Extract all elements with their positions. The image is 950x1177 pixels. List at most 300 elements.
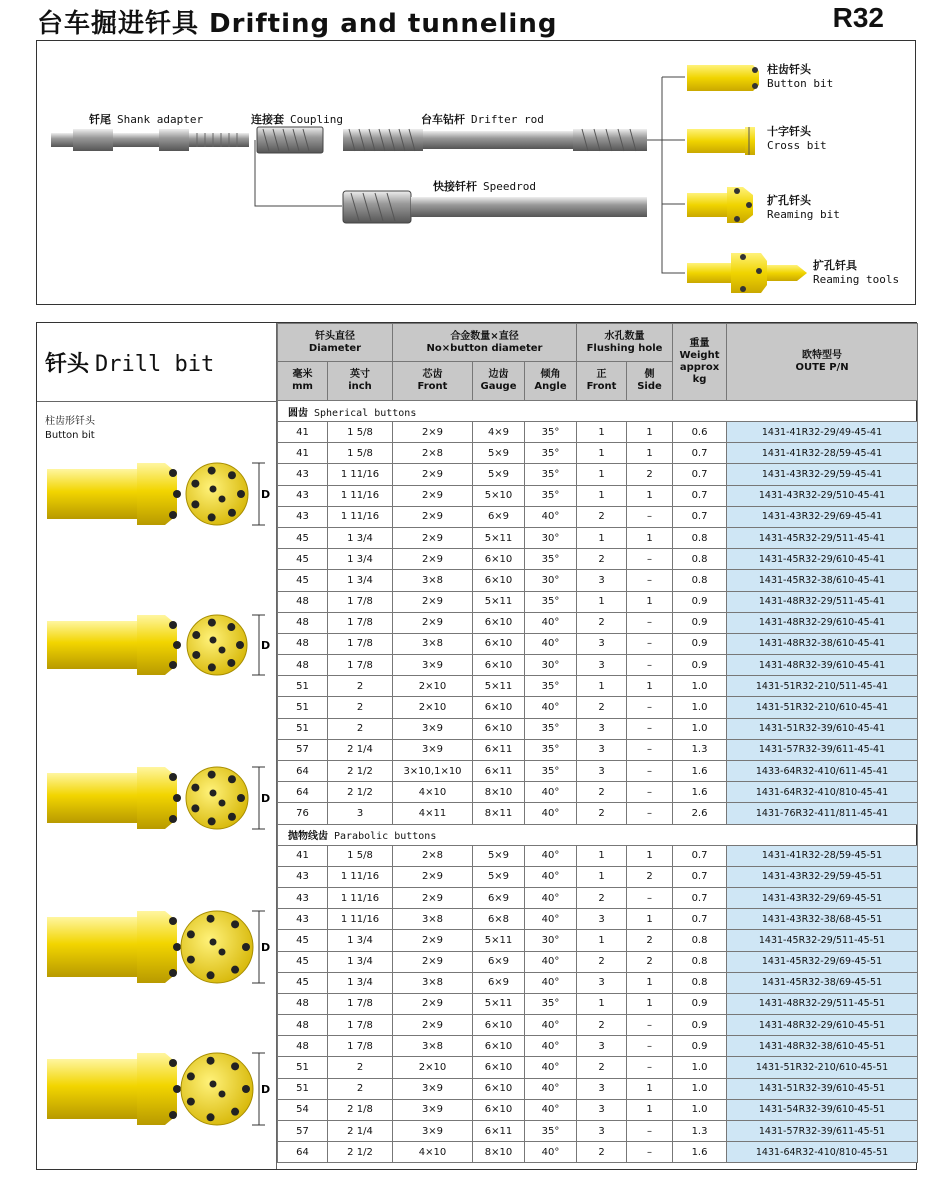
table-cell: 51: [278, 697, 328, 718]
table-cell: 1431-41R32-29/49-45-41: [727, 422, 918, 443]
table-cell: 6×10: [473, 1015, 525, 1036]
table-cell: 3×8: [393, 633, 473, 654]
table-row: [278, 464, 918, 485]
table-cell: 3×9: [393, 739, 473, 760]
table-cell: 2 1/2: [328, 782, 393, 803]
table-cell: 5×11: [473, 993, 525, 1014]
table-cell: –: [627, 1057, 673, 1078]
table-cell: 3×9: [393, 1121, 473, 1142]
section-title-en: Parabolic buttons: [334, 831, 437, 843]
button-bit-category-label: 柱齿形钎头 Button bit: [45, 416, 95, 441]
drill-bit-illustrations: [37, 323, 275, 1169]
table-cell: 5×11: [473, 930, 525, 951]
table-cell: –: [627, 1015, 673, 1036]
table-cell: 1431-45R32-29/69-45-51: [727, 951, 918, 972]
table-cell: 6×10: [473, 697, 525, 718]
table-row: [278, 803, 918, 824]
table-cell: 0.7: [673, 464, 727, 485]
table-cell: 0.7: [673, 485, 727, 506]
table-cell: –: [627, 655, 673, 676]
table-cell: 6×10: [473, 570, 525, 591]
table-row: [278, 845, 918, 866]
table-cell: 40°: [525, 972, 577, 993]
table-cell: 45: [278, 951, 328, 972]
table-cell: 2: [577, 1057, 627, 1078]
reaming-tools-label: 扩孔钎具 Reaming tools: [813, 259, 900, 286]
table-cell: 64: [278, 782, 328, 803]
table-row: [278, 1078, 918, 1099]
table-cell: 0.9: [673, 612, 727, 633]
table-cell: 1431-51R32-39/610-45-51: [727, 1078, 918, 1099]
table-row: [278, 1015, 918, 1036]
table-cell: 2: [328, 1057, 393, 1078]
table-cell: 1431-45R32-38/610-45-41: [727, 570, 918, 591]
table-cell: 1431-48R32-29/610-45-51: [727, 1015, 918, 1036]
table-cell: 2×8: [393, 845, 473, 866]
table-cell: 3×8: [393, 972, 473, 993]
diameter-mark: D: [261, 1083, 271, 1096]
table-cell: 5×11: [473, 527, 525, 548]
table-cell: 48: [278, 1036, 328, 1057]
table-cell: 57: [278, 739, 328, 760]
table-cell: 1431-41R32-28/59-45-51: [727, 845, 918, 866]
table-cell: 3×9: [393, 1099, 473, 1120]
table-row: [278, 993, 918, 1014]
table-cell: –: [627, 612, 673, 633]
table-cell: 6×8: [473, 909, 525, 930]
table-cell: 1431-43R32-29/69-45-41: [727, 506, 918, 527]
table-cell: 48: [278, 1015, 328, 1036]
table-cell: 6×10: [473, 718, 525, 739]
table-cell: 45: [278, 527, 328, 548]
table-cell: –: [627, 570, 673, 591]
table-cell: 2×10: [393, 676, 473, 697]
button-bit-drawing: [687, 65, 759, 91]
table-cell: 2: [328, 697, 393, 718]
table-cell: 3: [328, 803, 393, 824]
table-row: [278, 422, 918, 443]
section-row: [278, 401, 918, 422]
table-cell: 1431-54R32-39/610-45-51: [727, 1099, 918, 1120]
table-cell: 1 7/8: [328, 1036, 393, 1057]
table-row: [278, 485, 918, 506]
table-cell: 40°: [525, 782, 577, 803]
table-cell: 1: [577, 422, 627, 443]
table-cell: 0.7: [673, 443, 727, 464]
table-cell: 1431-41R32-28/59-45-41: [727, 443, 918, 464]
table-cell: 0.9: [673, 993, 727, 1014]
table-cell: 3×9: [393, 1078, 473, 1099]
drill-bit-spec-table: [277, 323, 918, 1163]
table-cell: 0.8: [673, 972, 727, 993]
table-cell: 1 11/16: [328, 464, 393, 485]
table-cell: –: [627, 1142, 673, 1163]
table-cell: 1.3: [673, 1121, 727, 1142]
table-cell: 1.6: [673, 761, 727, 782]
table-cell: 5×9: [473, 464, 525, 485]
table-cell: –: [627, 887, 673, 908]
table-cell: 2: [577, 887, 627, 908]
table-cell: 6×10: [473, 1057, 525, 1078]
table-cell: 1431-64R32-410/810-45-41: [727, 782, 918, 803]
coupling-drawing: [257, 127, 323, 153]
table-cell: 2: [577, 951, 627, 972]
table-cell: 5×9: [473, 845, 525, 866]
table-cell: 2×9: [393, 951, 473, 972]
table-cell: 0.8: [673, 549, 727, 570]
table-row: [278, 761, 918, 782]
table-cell: 2×8: [393, 443, 473, 464]
table-cell: 1: [627, 422, 673, 443]
table-cell: 57: [278, 1121, 328, 1142]
table-cell: 1 7/8: [328, 655, 393, 676]
table-cell: 40°: [525, 909, 577, 930]
button-bit-illustration: [47, 911, 265, 983]
table-cell: 35°: [525, 464, 577, 485]
table-cell: 43: [278, 887, 328, 908]
table-cell: 1: [627, 972, 673, 993]
cross-bit-drawing: [687, 127, 755, 155]
table-cell: –: [627, 803, 673, 824]
table-cell: 0.8: [673, 951, 727, 972]
table-row: [278, 1142, 918, 1163]
table-cell: 1431-45R32-29/511-45-41: [727, 527, 918, 548]
table-row: [278, 633, 918, 654]
table-cell: 1: [577, 591, 627, 612]
speedrod-label: 快接钎杆 Speedrod: [433, 180, 536, 193]
table-cell: 0.9: [673, 655, 727, 676]
table-cell: 8×10: [473, 1142, 525, 1163]
table-cell: 2×9: [393, 866, 473, 887]
table-cell: 41: [278, 845, 328, 866]
shank-adapter-label: 钎尾 Shank adapter: [89, 113, 204, 126]
table-cell: 2: [627, 930, 673, 951]
drifter-rod-drawing: [343, 129, 647, 151]
table-cell: 2 1/2: [328, 1142, 393, 1163]
table-cell: 6×9: [473, 951, 525, 972]
table-cell: 6×9: [473, 972, 525, 993]
table-cell: 2×9: [393, 549, 473, 570]
table-cell: 2.6: [673, 803, 727, 824]
table-cell: 2: [627, 866, 673, 887]
table-cell: 6×10: [473, 633, 525, 654]
col-flush-front: 正 Front: [577, 362, 627, 401]
table-cell: 1431-43R32-29/59-45-41: [727, 464, 918, 485]
table-cell: 0.9: [673, 1015, 727, 1036]
table-cell: 2: [577, 782, 627, 803]
table-cell: 48: [278, 633, 328, 654]
diameter-mark: D: [261, 488, 271, 501]
col-weight: 重量 Weight approx kg: [673, 324, 727, 401]
table-cell: 0.8: [673, 570, 727, 591]
table-cell: 0.7: [673, 845, 727, 866]
table-cell: 45: [278, 972, 328, 993]
table-cell: 1: [577, 527, 627, 548]
table-cell: 3×10,1×10: [393, 761, 473, 782]
table-cell: 35°: [525, 993, 577, 1014]
table-cell: 2×10: [393, 1057, 473, 1078]
table-cell: 40°: [525, 1142, 577, 1163]
table-cell: 1 7/8: [328, 1015, 393, 1036]
section-title-cn: 抛物线齿: [288, 831, 328, 843]
table-cell: 64: [278, 761, 328, 782]
table-row: [278, 951, 918, 972]
table-cell: 40°: [525, 612, 577, 633]
table-cell: 1 7/8: [328, 612, 393, 633]
table-cell: 1 11/16: [328, 887, 393, 908]
table-cell: 1 11/16: [328, 485, 393, 506]
table-cell: 41: [278, 422, 328, 443]
table-cell: 1.0: [673, 697, 727, 718]
table-cell: 41: [278, 443, 328, 464]
table-row: [278, 549, 918, 570]
table-cell: 3: [577, 1121, 627, 1142]
col-angle: 倾角 Angle: [525, 362, 577, 401]
table-cell: 1: [577, 464, 627, 485]
table-cell: 2×10: [393, 697, 473, 718]
table-cell: 1431-64R32-410/810-45-51: [727, 1142, 918, 1163]
table-row: [278, 527, 918, 548]
table-cell: 48: [278, 612, 328, 633]
table-cell: 1431-45R32-29/610-45-41: [727, 549, 918, 570]
table-cell: 5×11: [473, 676, 525, 697]
table-cell: 1 7/8: [328, 633, 393, 654]
table-cell: 3: [577, 1099, 627, 1120]
table-cell: 45: [278, 930, 328, 951]
table-cell: 51: [278, 1078, 328, 1099]
table-cell: 1431-43R32-29/69-45-51: [727, 887, 918, 908]
table-cell: 1431-48R32-29/610-45-41: [727, 612, 918, 633]
button-bit-illustration: [47, 1053, 265, 1125]
table-cell: 1: [627, 1078, 673, 1099]
table-cell: 1431-43R32-29/510-45-41: [727, 485, 918, 506]
table-cell: 1431-48R32-38/610-45-41: [727, 633, 918, 654]
table-cell: 1.6: [673, 1142, 727, 1163]
section-row: [278, 824, 918, 845]
table-cell: 0.9: [673, 1036, 727, 1057]
table-cell: 76: [278, 803, 328, 824]
table-cell: –: [627, 697, 673, 718]
table-row: [278, 676, 918, 697]
table-cell: 6×10: [473, 612, 525, 633]
table-row: [278, 697, 918, 718]
table-cell: 40°: [525, 887, 577, 908]
table-cell: 4×9: [473, 422, 525, 443]
table-cell: 2×9: [393, 422, 473, 443]
table-cell: 1431-48R32-38/610-45-51: [727, 1036, 918, 1057]
table-cell: 35°: [525, 485, 577, 506]
table-cell: 43: [278, 866, 328, 887]
reaming-bit-drawing: [687, 187, 753, 223]
table-cell: 1431-51R32-39/610-45-41: [727, 718, 918, 739]
table-cell: 6×10: [473, 1099, 525, 1120]
table-row: [278, 782, 918, 803]
table-row: [278, 1121, 918, 1142]
drill-bit-heading: 钎头 Drill bit: [45, 352, 215, 377]
col-gauge: 边齿 Gauge: [473, 362, 525, 401]
table-cell: 1: [627, 1099, 673, 1120]
table-cell: 1: [627, 527, 673, 548]
table-cell: 3×9: [393, 655, 473, 676]
table-cell: 1: [627, 676, 673, 697]
table-cell: 40°: [525, 633, 577, 654]
table-cell: 0.8: [673, 527, 727, 548]
table-cell: 35°: [525, 443, 577, 464]
table-row: [278, 930, 918, 951]
table-cell: 1431-45R32-38/69-45-51: [727, 972, 918, 993]
drill-string-diagram: [36, 40, 916, 305]
table-cell: 1 3/4: [328, 527, 393, 548]
table-cell: 2: [328, 676, 393, 697]
table-cell: 1 5/8: [328, 422, 393, 443]
table-cell: 2: [627, 464, 673, 485]
shank-adapter-drawing: [51, 129, 249, 151]
table-cell: 35°: [525, 676, 577, 697]
table-cell: 1 3/4: [328, 972, 393, 993]
table-cell: 2×9: [393, 612, 473, 633]
table-cell: –: [627, 633, 673, 654]
table-cell: 2: [577, 549, 627, 570]
table-cell: 2: [627, 951, 673, 972]
diameter-mark: D: [261, 639, 271, 652]
table-row: [278, 570, 918, 591]
table-cell: 43: [278, 485, 328, 506]
table-cell: 3: [577, 739, 627, 760]
table-cell: 40°: [525, 1099, 577, 1120]
table-cell: 1 11/16: [328, 866, 393, 887]
table-cell: –: [627, 549, 673, 570]
table-cell: 1 3/4: [328, 930, 393, 951]
table-cell: 40°: [525, 697, 577, 718]
table-cell: 0.7: [673, 909, 727, 930]
table-cell: 1: [577, 930, 627, 951]
table-cell: 3: [577, 972, 627, 993]
col-front: 芯齿 Front: [393, 362, 473, 401]
table-cell: 35°: [525, 739, 577, 760]
table-cell: 1431-48R32-39/610-45-41: [727, 655, 918, 676]
col-flush-side: 侧 Side: [627, 362, 673, 401]
table-cell: 1431-43R32-38/68-45-51: [727, 909, 918, 930]
table-cell: 5×9: [473, 866, 525, 887]
table-cell: 1431-57R32-39/611-45-41: [727, 739, 918, 760]
spec-table-body: [278, 401, 918, 1163]
table-cell: 64: [278, 1142, 328, 1163]
table-cell: 1431-76R32-411/811-45-41: [727, 803, 918, 824]
table-cell: 6×9: [473, 887, 525, 908]
table-cell: 1.0: [673, 718, 727, 739]
table-cell: 43: [278, 909, 328, 930]
table-row: [278, 718, 918, 739]
button-bit-illustration: [47, 463, 265, 525]
table-cell: 0.8: [673, 930, 727, 951]
table-cell: 6×11: [473, 761, 525, 782]
table-cell: 1 7/8: [328, 993, 393, 1014]
table-cell: 40°: [525, 1015, 577, 1036]
table-cell: 8×11: [473, 803, 525, 824]
table-cell: 4×10: [393, 782, 473, 803]
table-cell: 1.6: [673, 782, 727, 803]
table-cell: 1431-43R32-29/59-45-51: [727, 866, 918, 887]
table-row: [278, 909, 918, 930]
col-part-number: 欧特型号 OUTE P/N: [727, 324, 918, 401]
table-cell: 30°: [525, 527, 577, 548]
table-cell: 3: [577, 1036, 627, 1057]
table-cell: 1: [627, 845, 673, 866]
table-cell: 54: [278, 1099, 328, 1120]
table-cell: 0.9: [673, 633, 727, 654]
table-cell: 1431-57R32-39/611-45-51: [727, 1121, 918, 1142]
button-bit-illustration: [47, 767, 265, 829]
table-cell: 1 3/4: [328, 570, 393, 591]
table-cell: 1431-51R32-210/610-45-41: [727, 697, 918, 718]
drill-bit-table-panel: [36, 322, 917, 1170]
table-cell: 1433-64R32-410/611-45-41: [727, 761, 918, 782]
drifter-rod-label: 台车钻杆 Drifter rod: [421, 113, 544, 126]
table-cell: 0.6: [673, 422, 727, 443]
reaming-tools-drawing: [687, 253, 807, 293]
table-cell: 2: [328, 718, 393, 739]
table-cell: 1.0: [673, 1078, 727, 1099]
table-cell: 2 1/4: [328, 1121, 393, 1142]
table-row: [278, 591, 918, 612]
table-cell: 2×9: [393, 993, 473, 1014]
table-cell: 2: [577, 1015, 627, 1036]
table-cell: 3×9: [393, 718, 473, 739]
table-cell: 2: [577, 803, 627, 824]
table-cell: 35°: [525, 549, 577, 570]
page-title: 台车掘进钎具 Drifting and tunneling: [37, 9, 558, 39]
table-cell: 2 1/4: [328, 739, 393, 760]
table-cell: 2×9: [393, 527, 473, 548]
table-cell: 3: [577, 761, 627, 782]
table-cell: 1 3/4: [328, 951, 393, 972]
table-row: [278, 972, 918, 993]
table-cell: 2×9: [393, 506, 473, 527]
table-cell: 1.0: [673, 1099, 727, 1120]
table-cell: 1: [577, 845, 627, 866]
table-cell: 2×9: [393, 887, 473, 908]
table-cell: –: [627, 739, 673, 760]
table-row: [278, 506, 918, 527]
table-cell: 1 11/16: [328, 909, 393, 930]
table-row: [278, 866, 918, 887]
table-cell: 2×9: [393, 464, 473, 485]
table-cell: 51: [278, 718, 328, 739]
table-cell: 1: [627, 993, 673, 1014]
table-cell: 51: [278, 676, 328, 697]
col-inch: 英寸 inch: [328, 362, 393, 401]
table-cell: 2×9: [393, 485, 473, 506]
table-cell: –: [627, 718, 673, 739]
table-cell: 3×8: [393, 1036, 473, 1057]
table-cell: 0.9: [673, 591, 727, 612]
table-cell: 1: [577, 485, 627, 506]
table-cell: 0.7: [673, 866, 727, 887]
table-cell: 1 11/16: [328, 506, 393, 527]
table-cell: 1431-48R32-29/511-45-51: [727, 993, 918, 1014]
table-cell: 2×9: [393, 591, 473, 612]
table-cell: 4×10: [393, 1142, 473, 1163]
table-cell: 3: [577, 909, 627, 930]
table-cell: 45: [278, 549, 328, 570]
table-cell: 1: [577, 993, 627, 1014]
table-cell: 3: [577, 633, 627, 654]
section-title-en: Spherical buttons: [314, 407, 417, 419]
table-cell: 1: [577, 866, 627, 887]
table-cell: 6×10: [473, 1078, 525, 1099]
table-cell: 3×8: [393, 909, 473, 930]
drill-bit-image-column: [37, 323, 277, 1169]
